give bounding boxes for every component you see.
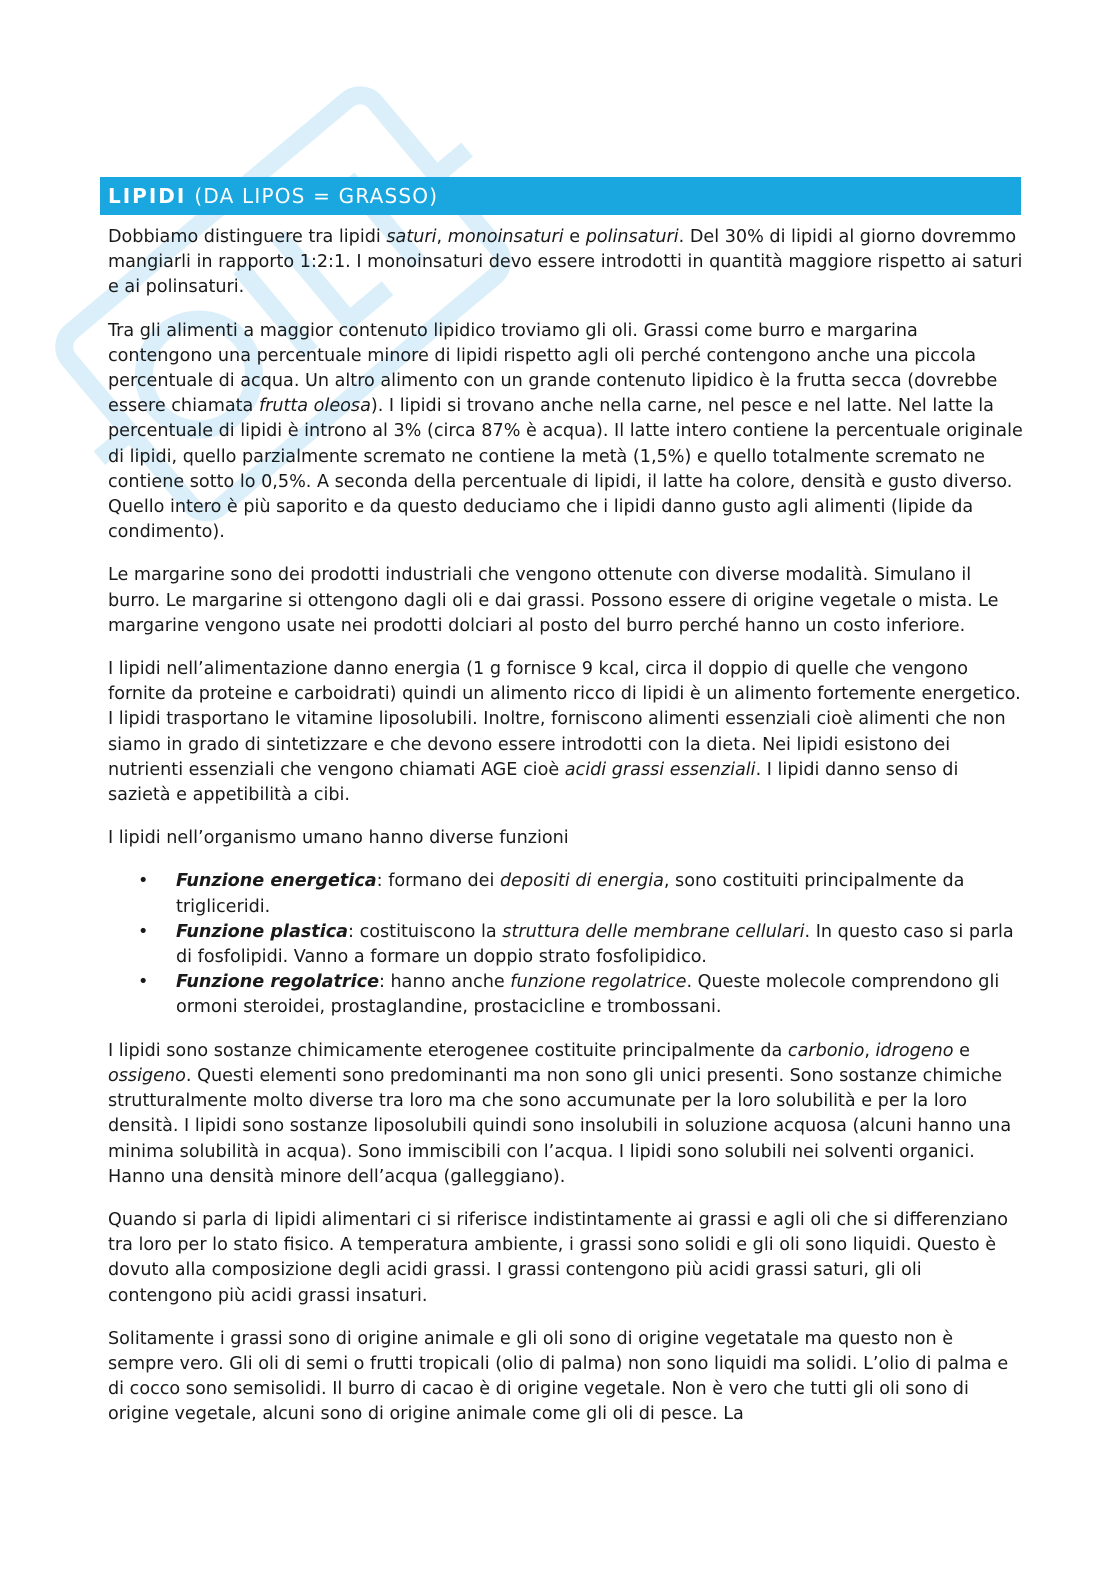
text-run: e [563,227,586,247]
document-body [108,225,1023,1446]
text-run: I lipidi nell’alimentazione danno energia (1 g fornisce 9 kcal, circa il doppio di quelle che vengono fornite da proteine e carboidrati) quindi un alimento ricco di lipidi è un alimento fortemente energetico. I lipidi trasportano le vitamine liposolubili. Inoltre, forniscono alimenti essenziali cioè alimenti che non siamo in grado di sintetizzare e che devono essere introdotti con la dieta. Nei lipidi esistono dei nutrienti essenziali che vengono chiamati AGE cioè [108,659,1021,780]
italic-term: idrogeno [875,1040,954,1061]
text-run: , [864,1040,876,1061]
italic-term: struttura delle membrane cellulari [502,921,805,942]
bold-term: Funzione regolatrice [176,972,379,993]
section-heading [100,177,1021,215]
heading-subtitle-text: (DA LIPOS = GRASSO) [194,184,439,208]
bullet-icon: • [138,871,149,892]
text-run: Dobbiamo distinguere tra lipidi [108,227,387,247]
bold-term: Funzione energetica [176,871,377,892]
function-list-item [108,869,1023,919]
bullet-icon: • [138,972,149,993]
paragraph [108,657,1023,808]
italic-term: saturi [386,227,437,247]
text-run: Solitamente i grassi sono di origine animale e gli oli sono di origine vegetatale ma questo non è sempre vero. Gli oli di semi o frutti tropicali (olio di palma) non sono liquidi ma solidi. L’olio di palma e di cocco sono semisolidi. Il burro di cacao è di origine vegetale. Non è vero che tutti gli oli sono di origine vegetale, alcuni sono di origine animale come gli oli di pesce. La [108,1328,1009,1425]
bullet-icon: • [138,921,149,942]
italic-term: frutta oleosa [258,396,371,417]
text-run: Le margarine sono dei prodotti industriali che vengono ottenute con diverse modalità. Simulano il burro. Le margarine si ottengono dagli oli e dai grassi. Possono essere di origine vegetale o mista. Le margarine vengono usate nei prodotti dolciari al posto del burro perché hanno un costo inferiore. [108,565,999,636]
italic-term: polinsaturi [585,227,679,247]
paragraphs-before-list [108,225,1023,851]
text-run: Quando si parla di lipidi alimentari ci si riferisce indistintamente ai grassi e agli oli che si differenziano tra loro per lo stato fisico. A temperatura ambiente, i grassi sono solidi e gli oli sono liquidi. Questo è dovuto alla composizione degli acidi grassi. I grassi contengono più acidi grassi saturi, gli oli contengono più acidi grassi insaturi. [108,1209,1009,1306]
text-run: : formano dei [376,871,500,892]
heading-bold-text: LIPIDI [108,184,187,208]
italic-term: monoinsaturi [447,227,564,247]
italic-term: depositi di energia [499,871,664,892]
italic-term: acidi grassi essenziali [564,759,756,780]
paragraphs-after-list [108,1039,1023,1428]
text-run: : hanno anche [379,972,511,993]
paragraph [108,826,1023,851]
paragraph [108,563,1023,639]
text-run: e [953,1040,970,1061]
text-run: ). I lipidi si trovano anche nella carne, nel pesce e nel latte. Nel latte la percentuale di lipidi è introno al 3% (circa 87% è acqua). Il latte intero contiene la percentuale originale di lipidi, quello parzialmente scremato ne contiene la metà (1,5%) e quello totalmente scremato ne contiene sotto lo 0,5%. A seconda della percentuale di lipidi, il latte ha colore, densità e gusto diverso. Quello intero è più saporito e da questo deduciamo che i lipidi danno gusto agli alimenti (lipide da condimento). [108,396,1023,543]
text-run: I lipidi nell’organismo umano hanno diverse funzioni [108,828,569,849]
paragraph [108,1327,1023,1428]
text-run: . Questi elementi sono predominanti ma non sono gli unici presenti. Sono sostanze chimiche strutturalmente molto diverse tra loro ma che sono accumunate per la loro solubilità e per la loro densità. I lipidi sono sostanze liposolubili quindi sono insolubili in soluzione acquosa (alcuni hanno una minima solubilità in acqua). Sono immiscibili con l’acqua. I lipidi sono solubili nei solventi organici. Hanno una densità minore dell’acqua (galleggiano). [108,1065,1012,1187]
italic-term: carbonio [787,1040,865,1061]
italic-term: ossigeno [108,1065,186,1086]
text-run: . I lipidi danno senso di sazietà e appetibilità a cibi. [108,759,959,806]
text-run: I lipidi sono sostanze chimicamente eterogenee costituite principalmente da [108,1040,788,1061]
paragraph [108,319,1023,546]
functions-list [108,869,1023,1020]
text-run: . In questo caso si parla di fosfolipidi. Vanno a formare un doppio strato fosfolipidico. [176,921,1014,968]
paragraph [108,225,1023,301]
text-run: . Del 30% di lipidi al giorno dovremmo mangiarli in rapporto 1:2:1. I monoinsaturi devo essere introdotti in quantità maggiore rispetto ai saturi e ai polinsaturi. [108,227,1023,298]
paragraph [108,1039,1023,1190]
text-run: : costituiscono la [348,921,503,942]
paragraph [108,1208,1023,1309]
bold-term: Funzione plastica [176,921,349,942]
text-run: Tra gli alimenti a maggior contenuto lipidico troviamo gli oli. Grassi come burro e margarina contengono una percentuale minore di lipidi rispetto agli oli perché contengono anche una piccola percentuale di acqua. Un altro alimento con un grande contenuto lipidico è la frutta secca (dovrebbe essere chiamata [108,320,998,417]
function-list-item [108,920,1023,970]
text-run: , sono costituiti principalmente da trigliceridi. [176,871,965,917]
italic-term: funzione regolatrice [510,972,687,993]
text-run: . Queste molecole comprendono gli ormoni steroidei, prostaglandine, prostacicline e trombossani. [176,972,1000,1018]
text-run: , [436,227,448,247]
function-list-item [108,970,1023,1020]
